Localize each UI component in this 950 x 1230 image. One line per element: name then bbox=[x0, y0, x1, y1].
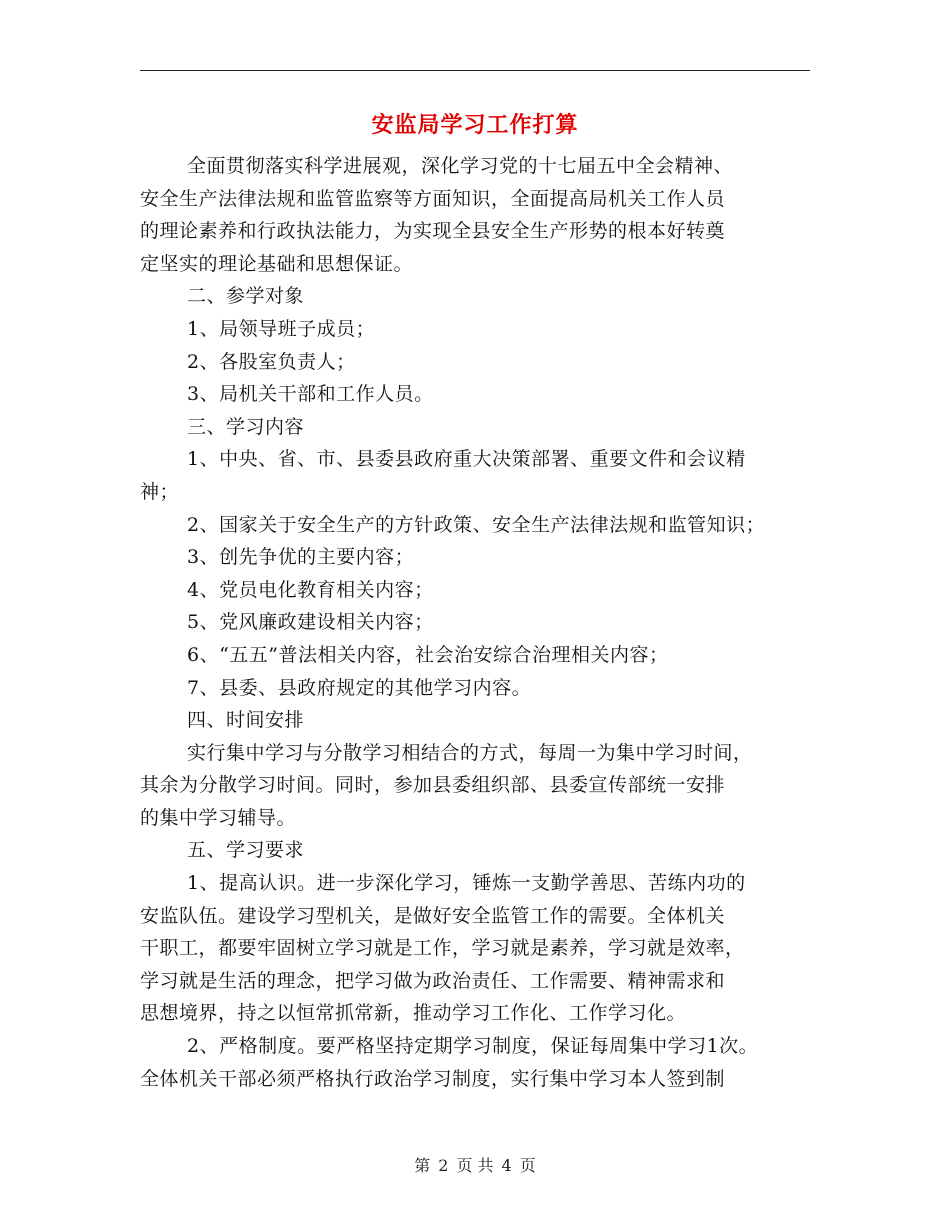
body-line: 2、各股室负责人； bbox=[187, 350, 356, 373]
body-line: 的理论素养和行政执法能力，为实现全县安全生产形势的根本好转奠 bbox=[140, 220, 726, 243]
body-line: 实行集中学习与分散学习相结合的方式，每周一为集中学习时间， bbox=[187, 741, 753, 764]
body-line: 2、国家关于安全生产的方针政策、安全生产法律法规和监管知识； bbox=[187, 513, 766, 536]
body-line: 3、局机关干部和工作人员。 bbox=[187, 383, 434, 406]
body-line: 二、参学对象 bbox=[187, 285, 305, 308]
page-footer bbox=[0, 1153, 950, 1176]
body-line: 思想境界，持之以恒常抓常新，推动学习工作化、工作学习化。 bbox=[140, 1002, 687, 1025]
body-line: 安监队伍。建设学习型机关，是做好安全监管工作的需要。全体机关 bbox=[140, 904, 726, 927]
footer-prefix: 第 bbox=[414, 1156, 431, 1175]
body-line: 五、学习要求 bbox=[187, 839, 305, 862]
document-body bbox=[140, 150, 820, 1095]
footer-suffix: 页 bbox=[519, 1156, 536, 1175]
body-line: 其余为分散学习时间。同时，参加县委组织部、县委宣传部统一安排 bbox=[140, 774, 726, 797]
body-line: 2、严格制度。要严格坚持定期学习制度，保证每周集中学习1次。 bbox=[187, 1035, 759, 1058]
body-line: 6、“五五”普法相关内容，社会治安综合治理相关内容； bbox=[187, 643, 669, 666]
body-line: 1、局领导班子成员； bbox=[187, 317, 376, 340]
body-line: 4、党员电化教育相关内容； bbox=[187, 578, 434, 601]
body-line: 全面贯彻落实科学进展观，深化学习党的十七届五中全会精神、 bbox=[187, 155, 734, 177]
body-line: 学习就是生活的理念，把学习做为政治责任、工作需要、精神需求和 bbox=[140, 969, 726, 992]
body-line: 全体机关干部必须严格执行政治学习制度，实行集中学习本人签到制 bbox=[140, 1067, 726, 1090]
body-line: 1、中央、省、市、县委县政府重大决策部署、重要文件和会议精 bbox=[187, 448, 746, 471]
body-line: 神； bbox=[140, 480, 180, 503]
body-line: 7、县委、县政府规定的其他学习内容。 bbox=[187, 676, 532, 699]
body-line: 的集中学习辅导。 bbox=[140, 806, 297, 829]
header-rule bbox=[140, 70, 810, 71]
body-line: 定坚实的理论基础和思想保证。 bbox=[140, 252, 414, 275]
body-line: 3、创先争优的主要内容； bbox=[187, 546, 415, 569]
body-line: 1、提高认识。进一步深化学习，锤炼一支勤学善思、苦练内功的 bbox=[187, 872, 746, 895]
body-line: 四、时间安排 bbox=[187, 709, 305, 732]
body-line: 干职工，都要牢固树立学习就是工作，学习就是素养，学习就是效率， bbox=[140, 937, 745, 960]
footer-page-number: 2 bbox=[438, 1156, 449, 1175]
body-line: 5、党风廉政建设相关内容； bbox=[187, 611, 434, 634]
body-line: 三、学习内容 bbox=[187, 415, 305, 438]
body-line: 安全生产法律法规和监管监察等方面知识，全面提高局机关工作人员 bbox=[140, 187, 726, 210]
document-title: 安监局学习工作打算 bbox=[371, 113, 579, 138]
footer-total-pages: 4 bbox=[501, 1156, 512, 1175]
footer-middle: 页 共 bbox=[456, 1156, 494, 1175]
